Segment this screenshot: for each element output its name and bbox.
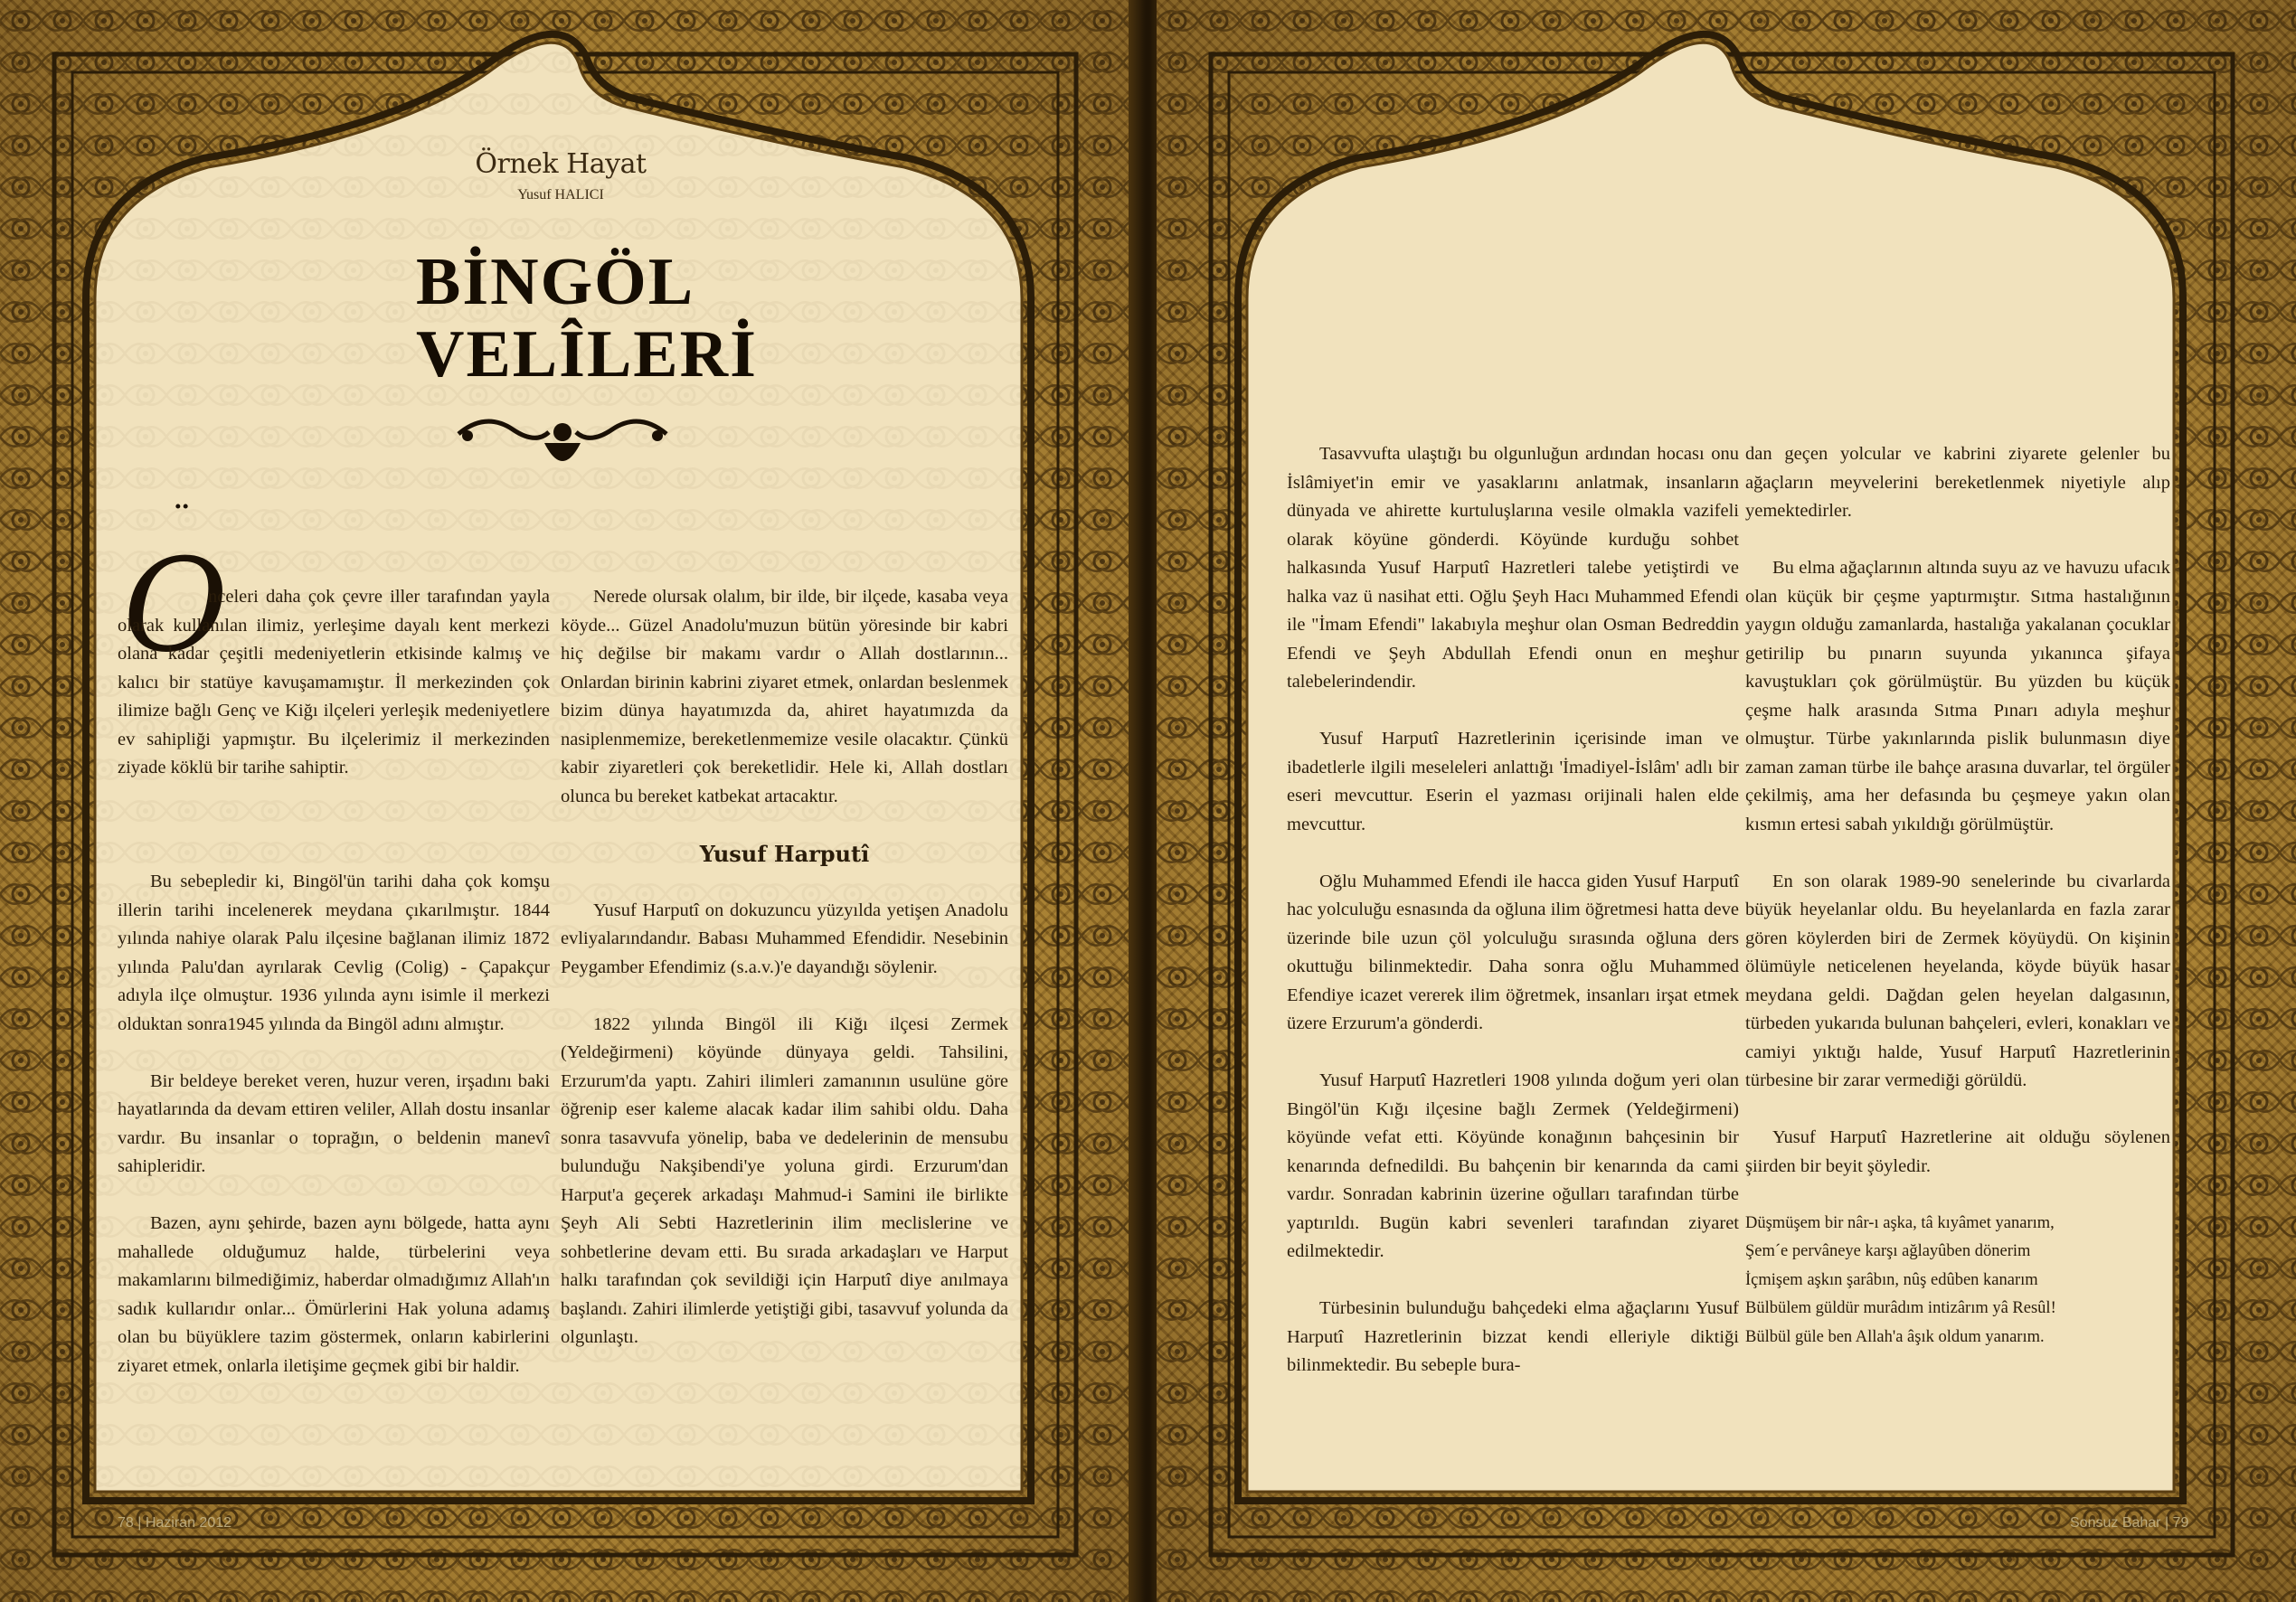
column-4 bbox=[1745, 440, 2170, 1352]
column-1 bbox=[118, 583, 550, 783]
paragraph: Tasavvufta ulaştığı bu olgunluğun ardından hocası onu İslâmiyet'in emir ve yasaklarını anlatmak, insanların dünyada ve ahirette kurtuluşlarına vesile olmakla vazifeli olarak köyüne gönderdi. Köyünde kurduğu sohbet halkasında Yusuf Harputî Hazretleri talebe yetiştirdi ve halka vaz ü nasihat etti. Oğlu Şeyh Hacı Muhammed Efendi ile "İmam Efendi" lakabıyla meşhur olan Osman Bedreddin Efendi ve Şeyh Abdullah Efendi onun en meşhur talebelerindendir. bbox=[1287, 444, 1739, 692]
poem-line: Düşmüşem bir nâr-ı aşka, tâ kıyâmet yanarım, bbox=[1745, 1213, 2055, 1232]
subheading: Yusuf Harputî bbox=[699, 840, 870, 867]
article-title-line-1: BİNGÖL bbox=[416, 245, 695, 319]
paragraph: Yusuf Harputî Hazretlerine ait olduğu söylenen şiirden bir beyit şöyledir. bbox=[1745, 1127, 2170, 1176]
author-name: Yusuf HALICI bbox=[517, 187, 604, 203]
poem-line: Şem´e pervâneye karşı ağlayûben dönerim bbox=[1745, 1242, 2031, 1260]
folio-left: 78 | Haziran 2012 bbox=[118, 1515, 232, 1531]
paragraph: dan geçen yolcular ve kabrini ziyarete gelenler bu ağaçların meyvelerini bereketlenmek niyetiyle alıp yemektedirler. bbox=[1745, 444, 2170, 521]
paragraph: Bu elma ağaçlarının altında suyu az ve havuzu ufacık olan küçük bir çeşme yaptırmıştır. Sıtma hastalığının yaygın olduğu zamanlarda, hastalığa yakalanan çocuklar getirilip bu pınarın suyunda yıkanınca şifaya kavuştukları çok görülmüştür. Bu yüzden bu küçük çeşme halk arasında Sıtma Pınarı adıyla meşhur olmuştur. Türbe yakınlarında pislik bulunmasın diye zaman zaman türbe ile bahçe arasına duvarlar, tel örgüler çekilmiş, ama her defasında bu çeşmeye yakın olan kısmın ertesi sabah yıkıldığı görülmüştür. bbox=[1745, 558, 2170, 834]
paragraph: Oğlu Muhammed Efendi ile hacca giden Yusuf Harputî hac yolculuğu esnasında da oğluna ilim öğretmesi hatta deve üzerinde bile uzun çöl yolculuğu sırasında oğluna ders okuttuğu bilinmektedir. Daha sonra oğlu Muhammed Efendiye icazet vererek ilim öğretmek, insanları irşat etmek üzere Erzurum'a gönderdi. bbox=[1287, 871, 1739, 1033]
column-1-continued bbox=[118, 868, 550, 1381]
poem-line: Bülbül güle ben Allah'a âşık oldum yanarım. bbox=[1745, 1327, 2045, 1346]
column-2 bbox=[561, 583, 1008, 1352]
paragraph: Yusuf Harputî Hazretlerinin içerisinde iman ve ibadetlerle ilgili meseleleri anlattığı 'İmadiyel-İslâm' adlı bir eseri mevcuttur. Eserin el yazması orijinali halen elde mevcuttur. bbox=[1287, 729, 1739, 834]
poem-line: İçmişem aşkın şarâbın, nûş edûben kanarım bbox=[1745, 1270, 2038, 1289]
flourish-ornament bbox=[449, 407, 676, 479]
paragraph: En son olarak 1989-90 senelerinde bu civarlarda büyük heyelanlar oldu. Bu heyelanlarda en fazla zarar gören köylerden biri de Zermek köyüydü. On kişinin ölümüyle neticelenen heyelanda, köyde büyük hasar meydana geldi. Dağdan gelen heyelan dalgasının, türbeden yukarıda bulunan bahçeleri, evleri, konakları ve camiyi yıktığı halde, Yusuf Harputî Hazretlerinin türbesine bir zarar vermediği görüldü. bbox=[1745, 871, 2170, 1090]
section-label: Örnek Hayat bbox=[475, 148, 647, 180]
folio-right: Sonsuz Bahar | 79 bbox=[2070, 1515, 2189, 1531]
paragraph: Yusuf Harputî on dokuzuncu yüzyılda yetişen Anadolu evliyalarındandır. Babası Muhammed Efendidir. Nesebinin Peygamber Efendimiz (s.a.v.)'e dayandığı söylenir. bbox=[561, 900, 1008, 977]
poem-line: Bülbülem güldür murâdım intizârım yâ Resûl! bbox=[1745, 1299, 2056, 1317]
column-3 bbox=[1287, 440, 1739, 1381]
paragraph: Bazen, aynı şehirde, bazen aynı bölgede, hatta aynı mahallede olduğumuz halde, türbelerini veya makamlarını bilmediğimiz, haberdar olmadığımız Allah'ın sadık kullarıdır onlar... Ömürlerini Hak yoluna adamış olan bu büyüklere tazim göstermek, onların kabirlerini ziyaret etmek, onlarla iletişime geçmek gibi bir haldir. bbox=[118, 1213, 550, 1376]
paragraph: Nerede olursak olalım, bir ilde, bir ilçede, kasaba veya köyde... Güzel Anadolu'muzun bütün yöresinde bir kabri hiç değilse bir makamı vardır o Allah dostlarının... Onlardan birinin kabrini ziyaret etmek, onlardan beslenmek bizim dünya hayatımızda da, ahiret hayatımızda da nasiplenmemize, bereketlenmemize vesile olacaktır. Çünkü kabir ziyaretleri çok bereketlidir. Hele ki, Allah dostları olunca bu bereket katbekat artacaktır. bbox=[561, 587, 1008, 806]
article-title-line-2: VELÎLERİ bbox=[416, 317, 758, 391]
paragraph: 1822 yılında Bingöl ili Kiğı ilçesi Zermek (Yeldeğirmeni) köyünde dünyaya geldi. Tahsilini, Erzurum'da yaptı. Zahiri ilimleri zamanının usulüne göre öğrenip eser kaleme alacak kadar ilim sahibi oldu. Daha sonra tasavvufa yönelip, baba ve dedelerinin de mensubu bulunduğu Nakşibendi'ye yoluna girdi. Erzurum'dan Harput'a geçerek arkadaşı Mahmud-i Samini ile birlikte Şeyh Ali Sebti Hazretlerinin ilim meclislerine ve sohbetlerine devam etti. Bu sırada arkadaşları ve Harput halkı tarafından çok sevildiği için Harputî diye anılmaya başlandı. Zahiri ilimlerde yetiştiği gibi, tasavvuf yolunda da olgunlaştı. bbox=[561, 1013, 1008, 1347]
poem-couplet bbox=[1745, 1210, 2170, 1352]
paragraph: nceleri daha çok çevre iller tarafından yayla olarak kullanılan ilimiz, yerleşime dayalı kent merkezi olana kadar çeşitli medeniyetlerin etkisinde kalmış ve kalıcı bir statüye kavuşamamıştır. İl merkezinden çok ilimize bağlı Genç ve Kiğı ilçeleri yerleşik medeniyetlere ev sahipliği yapmıştır. Bu ilçelerimiz il merkezinden ziyade köklü bir tarihe sahiptir. bbox=[118, 587, 550, 777]
dropcap-letter: O bbox=[123, 532, 229, 681]
right-page bbox=[1157, 0, 2296, 1602]
dropcap-umlaut: ¨ bbox=[172, 498, 192, 544]
left-page bbox=[0, 0, 1139, 1602]
paragraph: Türbesinin bulunduğu bahçedeki elma ağaçlarını Yusuf Harputî Hazretlerinin bizzat kendi elleriyle diktiği bilinmektedir. Bu sebeple bura- bbox=[1287, 1298, 1739, 1375]
paragraph: Yusuf Harputî Hazretleri 1908 yılında doğum yeri olan Bingöl'ün Kığı ilçesine bağlı Zermek (Yeldeğirmeni) köyünde vefat etti. Köyünde konağının bahçesinin bir kenarında defnedildi. Bu bahçenin bir kenarında da cami vardır. Sonradan kabrinin üzerine oğulları tarafından türbe yaptırıldı. Bugün kabri sevenleri tarafından ziyaret edilmektedir. bbox=[1287, 1070, 1739, 1261]
paragraph: Bu sebepledir ki, Bingöl'ün tarihi daha çok komşu illerin tarihi incelenerek meydana çıkarılmıştır. 1844 yılında nahiye olarak Palu ilçesine bağlanan ilimiz 1872 yılında Palu'dan ayrılarak Cevlig (Colig) - Çapakçur adıyla ilçe olmuştur. 1936 yılında aynı isimle il merkezi olduktan sonra1945 yılında da Bingöl adını almıştır. bbox=[118, 872, 550, 1034]
paragraph: Bir beldeye bereket veren, huzur veren, irşadını baki hayatlarında da devam ettiren veliler, Allah dostu insanlar vardır. Bu insanlar o toprağın, o beldenin manevî sahipleridir. bbox=[118, 1070, 550, 1176]
